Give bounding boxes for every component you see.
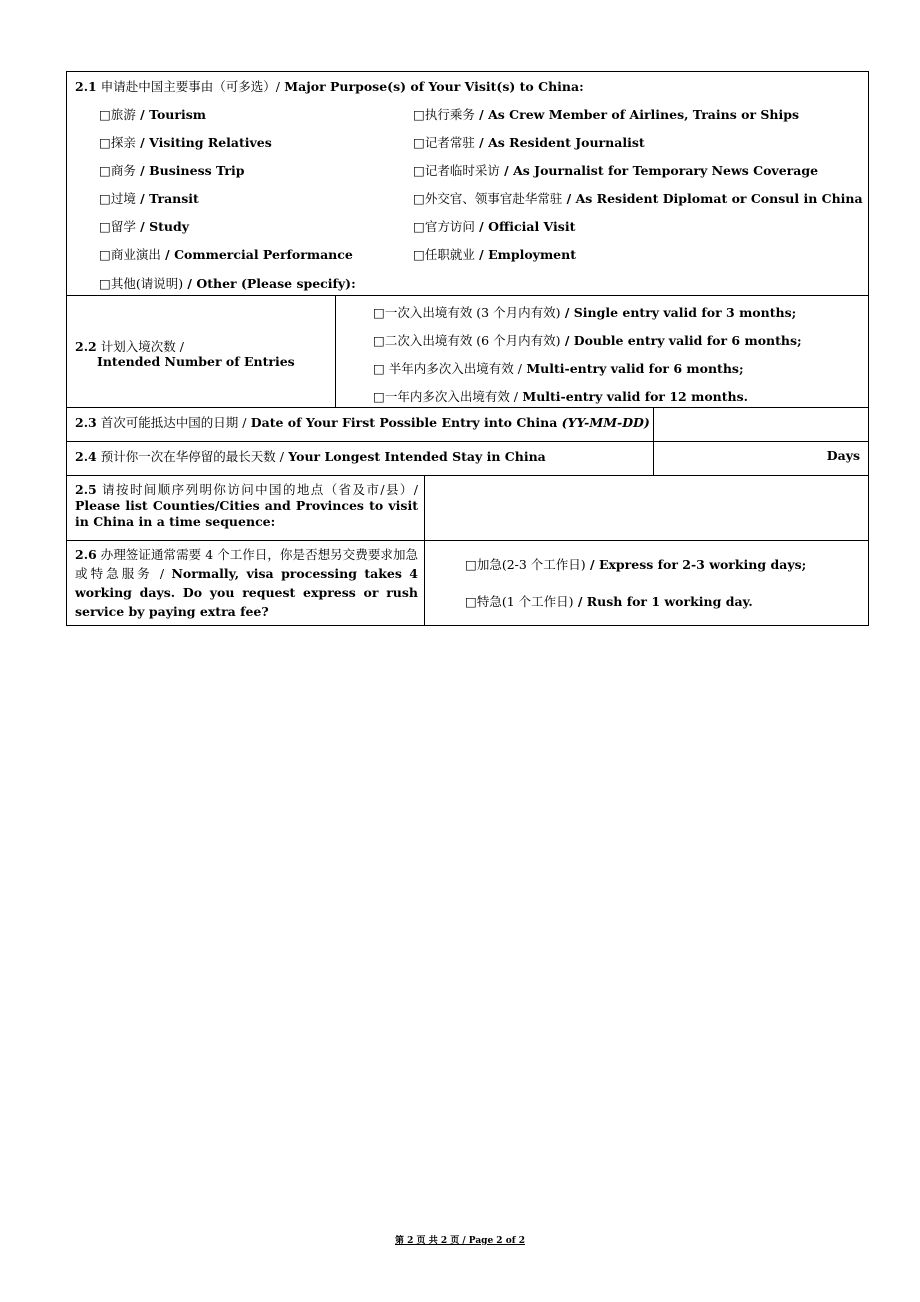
option-employment[interactable]: □任职就业 / Employment [413, 247, 576, 262]
checkbox[interactable]: □ [413, 219, 425, 234]
checkbox[interactable]: □ [99, 107, 111, 122]
visa-form-page [66, 71, 868, 626]
option-double-entry[interactable]: □二次入出境有效 (6 个月内有效) / Double entry valid for 6 months; [373, 333, 802, 348]
option-transit[interactable]: □过境 / Transit [99, 191, 199, 206]
footer-page-zh: 第 2 页 共 2 页 / [395, 1236, 466, 1246]
footer-page-en: Page 2 of 2 [465, 1236, 525, 1246]
page-footer [0, 1233, 920, 1246]
entries-label-cell [67, 296, 336, 408]
checkbox[interactable]: □ [99, 247, 111, 262]
option-study[interactable]: □留学 / Study [99, 219, 189, 234]
first-entry-date-label: 2.3 首次可能抵达中国的日期 / Date of Your First Possible Entry into China (YY-MM-DD) [67, 408, 654, 442]
days-unit: Days [826, 448, 860, 463]
option-single-entry[interactable]: □一次入出境有效 (3 个月内有效) / Single entry valid for 3 months; [373, 305, 797, 320]
checkbox[interactable]: □ [99, 276, 111, 291]
checkbox[interactable]: □ [99, 163, 111, 178]
entries-label: 2.2 计划入境次数 / Intended Number of Entries [75, 339, 295, 369]
option-temporary-journalist[interactable]: □记者临时采访 / As Journalist for Temporary News Coverage [413, 163, 819, 178]
option-express[interactable]: □加急(2-3 个工作日) / Express for 2-3 working days; [465, 557, 807, 572]
purpose-section [67, 72, 869, 296]
express-service-label: 2.6 办理签证通常需要 4 个工作日，你是否想另交费要求加急或特急服务 / Normally, visa processing takes 4 working days. Do you request express or rush service by paying extra fee? [67, 541, 425, 626]
option-other[interactable]: □其他(请说明) / Other (Please specify): [99, 276, 356, 291]
checkbox[interactable]: □ [413, 191, 425, 206]
entries-options-cell [336, 296, 869, 408]
checkbox[interactable]: □ [413, 163, 425, 178]
checkbox[interactable]: □ [373, 389, 385, 404]
places-to-visit-label: 2.5 请按时间顺序列明你访问中国的地点（省及市/县）/ Please list Counties/Cities and Provinces to visit in China in a time sequence: [67, 476, 425, 541]
option-official-visit[interactable]: □官方访问 / Official Visit [413, 219, 576, 234]
option-resident-journalist[interactable]: □记者常驻 / As Resident Journalist [413, 135, 645, 150]
option-resident-diplomat[interactable]: □外交官、领事官赴华常驻 / As Resident Diplomat or Consul in China [413, 191, 863, 206]
checkbox[interactable]: □ [465, 594, 477, 609]
longest-stay-field[interactable] [654, 442, 869, 476]
checkbox[interactable]: □ [99, 219, 111, 234]
option-multi-entry-6-months[interactable]: □ 半年内多次入出境有效 / Multi-entry valid for 6 months; [373, 361, 744, 376]
places-to-visit-field[interactable] [425, 476, 869, 541]
checkbox[interactable]: □ [373, 361, 385, 376]
checkbox[interactable]: □ [465, 557, 477, 572]
first-entry-date-field[interactable] [654, 408, 869, 442]
checkbox[interactable]: □ [99, 191, 111, 206]
express-service-options-cell [425, 541, 869, 626]
checkbox[interactable]: □ [373, 333, 385, 348]
checkbox[interactable]: □ [413, 247, 425, 262]
checkbox[interactable]: □ [373, 305, 385, 320]
purpose-heading: 2.1 申请赴中国主要事由（可多选）/ Major Purpose(s) of Your Visit(s) to China: [75, 79, 584, 94]
option-business-trip[interactable]: □商务 / Business Trip [99, 163, 245, 178]
option-visiting-relatives[interactable]: □探亲 / Visiting Relatives [99, 135, 272, 150]
option-commercial-performance[interactable]: □商业演出 / Commercial Performance [99, 247, 353, 262]
longest-stay-label: 2.4 预计你一次在华停留的最长天数 / Your Longest Intended Stay in China [67, 442, 654, 476]
checkbox[interactable]: □ [413, 135, 425, 150]
checkbox[interactable]: □ [99, 135, 111, 150]
option-tourism[interactable]: □旅游 / Tourism [99, 107, 206, 122]
checkbox[interactable]: □ [413, 107, 425, 122]
option-rush[interactable]: □特急(1 个工作日) / Rush for 1 working day. [465, 594, 753, 609]
option-crew-member[interactable]: □执行乘务 / As Crew Member of Airlines, Trains or Ships [413, 107, 800, 122]
option-multi-entry-12-months[interactable]: □一年内多次入出境有效 / Multi-entry valid for 12 months. [373, 389, 749, 404]
